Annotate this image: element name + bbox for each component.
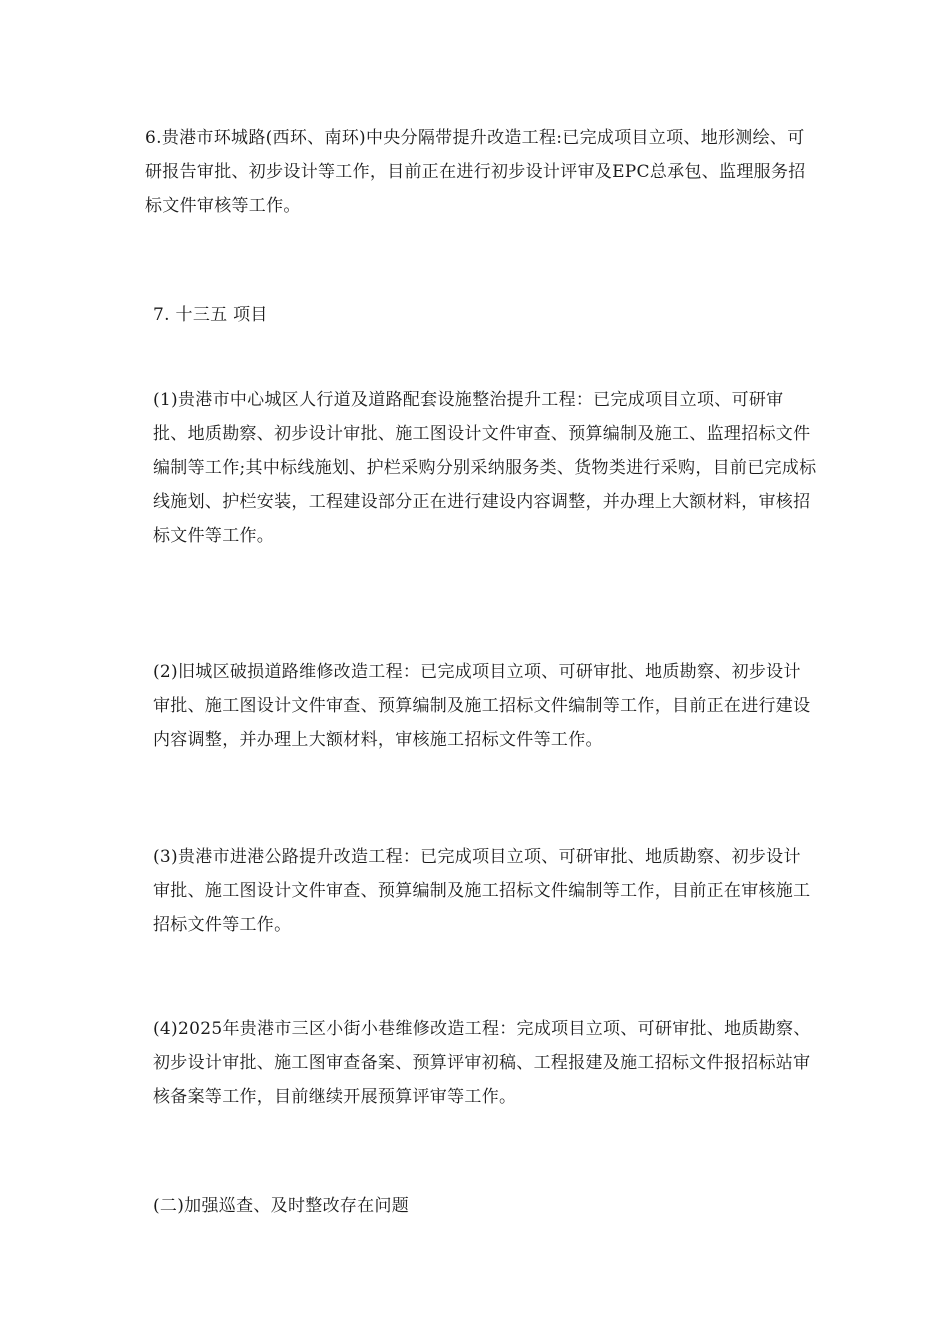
paragraph-subitem-3: (3)贵港市进港公路提升改造工程：已完成项目立项、可研审批、地质勘察、初步设计审批、施工图设计文件审查、预算编制及施工招标文件编制等工作，目前正在审核施工招标文件等工作。: [153, 847, 811, 935]
section-heading-2: (二)加强巡查、及时整改存在问题: [153, 1196, 410, 1216]
paragraph-subitem-2: (2)旧城区破损道路维修改造工程：已完成项目立项、可研审批、地质勘察、初步设计审批、施工图设计文件审查、预算编制及施工招标文件编制等工作，目前正在进行建设内容调整，并办理上大额材料，审核施工招标文件等工作。: [153, 662, 811, 750]
section-heading-7: 7. 十三五 项目: [153, 305, 268, 325]
paragraph-subitem-1: (1)贵港市中心城区人行道及道路配套设施整治提升工程：已完成项目立项、可研审批、地质勘察、初步设计审批、施工图设计文件审查、预算编制及施工、监理招标文件编制等工作;其中标线施划、护栏采购分别采纳服务类、货物类进行采购，目前已完成标线施划、护栏安装，工程建设部分正在进行建设内容调整，并办理上大额材料，审核招标文件等工作。: [153, 390, 817, 546]
paragraph-item-6: 6.贵港市环城路(西环、南环)中央分隔带提升改造工程:已完成项目立项、地形测绘、可研报告审批、初步设计等工作，目前正在进行初步设计评审及EPC总承包、监理服务招标文件审核等工作。: [145, 128, 806, 216]
paragraph-subitem-4: (4)2025年贵港市三区小街小巷维修改造工程：完成项目立项、可研审批、地质勘察、初步设计审批、施工图审查备案、预算评审初稿、工程报建及施工招标文件报招标站审核备案等工作，目前继续开展预算评审等工作。: [153, 1019, 811, 1107]
